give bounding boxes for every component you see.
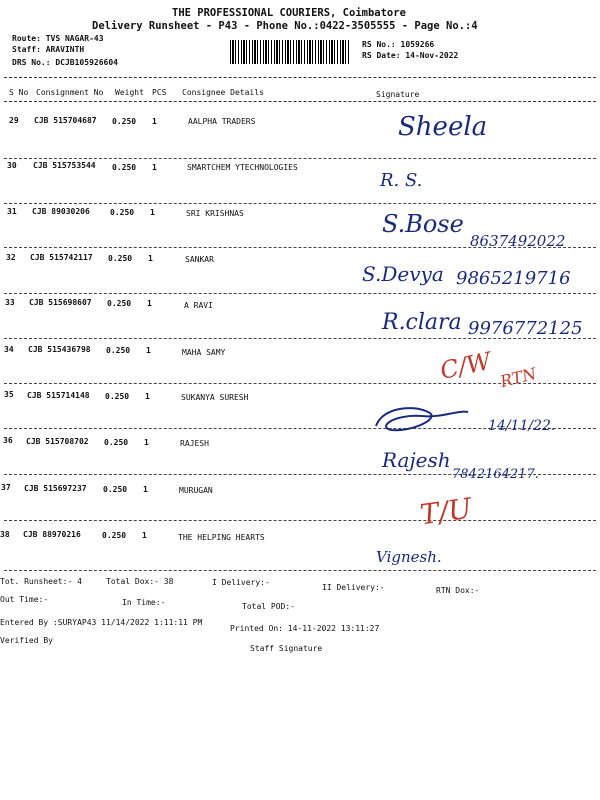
total-dox: Total Dox:- 38 [106,577,174,586]
row-consignment: CJB 515708702 [26,437,89,446]
signature-row-33: R.clara [382,310,462,335]
row-consignment: CJB 88970216 [23,530,81,539]
row-sno: 34 [4,345,14,354]
row-pcs: 1 [145,392,150,401]
phone-row-36: 7842164217. [452,467,539,482]
company-title: THE PROFESSIONAL COURIERS, Coimbatore [172,7,406,19]
col-weight: Weight [115,88,144,97]
row-divider [4,203,596,204]
column-header-divider [4,101,596,102]
printed-on: Printed On: 14-11-2022 13:11:27 [230,624,380,633]
out-time: Out Time:- [0,595,49,604]
route-label: Route: TVS NAGAR-43 [12,34,104,43]
tot-runsheet: Tot. Runsheet:- 4 [0,577,82,586]
row-pcs: 1 [147,299,152,308]
row-consignee: SMARTCHEM YTECHNOLOGIES [187,163,298,172]
row-divider [4,293,596,294]
rtn-mark-row-34: RTN [498,363,539,392]
row-consignment: CJB 515714148 [27,391,90,400]
row-sno: 33 [5,298,15,307]
row-pcs: 1 [142,531,147,540]
ii-delivery: II Delivery:- [322,583,385,592]
total-pod: Total POD:- [242,602,295,611]
header-divider [4,77,596,78]
rtn-dox: RTN Dox:- [436,586,480,595]
row-sno: 37 [1,483,11,492]
row-sno: 29 [9,116,19,125]
signature-row-32: S.Devya [362,262,444,286]
row-consignee: AALPHA TRADERS [188,117,256,126]
row-weight: 0.250 [104,438,129,447]
row-consignee: MAHA SAMY [182,348,226,357]
row-weight: 0.250 [108,254,133,263]
row-consignment: CJB 515753544 [33,161,96,170]
in-time: In Time:- [122,598,166,607]
tu-mark-row-37: T/U [417,491,474,532]
row-consignment: CJB 515742117 [30,253,93,262]
row-weight: 0.250 [110,208,135,217]
row-consignment: CJB 515698607 [29,298,92,307]
row-pcs: 1 [144,438,149,447]
signature-row-29: Sheela [398,112,488,142]
row-pcs: 1 [150,208,155,217]
row-weight: 0.250 [112,117,137,126]
row-pcs: 1 [148,254,153,263]
col-consignee: Consignee Details [182,88,264,97]
phone-row-31: 8637492022 [470,232,566,250]
row-consignee: SUKANYA SURESH [181,393,249,402]
row-weight: 0.250 [105,392,130,401]
row-sno: 31 [7,207,17,216]
col-consignment: Consignment No [36,88,104,97]
signature-row-36: Rajesh [382,448,451,472]
col-sno: S No [9,88,29,97]
drs-number: DRS No.: DCJB105926604 [12,58,118,67]
row-weight: 0.250 [106,346,131,355]
row-consignee: MURUGAN [179,486,213,495]
row-weight: 0.250 [107,299,132,308]
col-signature: Signature [376,90,420,99]
col-pcs: PCS [152,88,167,97]
signature-row-31: S.Bose [382,210,464,238]
row-divider [4,570,596,571]
row-consignee: SRI KRISHNAS [186,209,244,218]
phone-row-32: 9865219716 [456,268,571,289]
staff-signature: Staff Signature [250,644,323,653]
row-weight: 0.250 [112,163,137,172]
row-pcs: 1 [146,346,151,355]
runsheet-title: Delivery Runsheet - P43 - Phone No.:0422-3505555 - Page No.:4 [92,20,478,32]
row-divider [4,158,596,159]
cw-mark-row-34: C/W [437,346,494,386]
row-consignment: CJB 515436798 [28,345,91,354]
signature-row-35 [372,402,472,436]
date-row-35: 14/11/22. [488,418,556,434]
staff-label: Staff: ARAVINTH [12,45,85,54]
row-sno: 38 [0,530,10,539]
signature-row-38: Vignesh. [376,548,442,566]
i-delivery: I Delivery:- [212,578,270,587]
row-pcs: 1 [152,163,157,172]
row-sno: 32 [6,253,16,262]
signature-row-30: R. S. [380,170,423,191]
verified-by: Verified By [0,636,53,645]
scribble-signature-icon [372,402,472,436]
row-divider [4,520,596,521]
row-weight: 0.250 [103,485,128,494]
row-consignment: CJB 515704687 [34,116,97,125]
barcode-image [230,40,350,64]
row-consignee: THE HELPING HEARTS [178,533,265,542]
rs-number: RS No.: 1059266 [362,40,435,49]
entered-by: Entered By :SURYAP43 11/14/2022 1:11:11 PM [0,618,203,627]
row-consignee: A RAVI [184,301,213,310]
row-consignment: CJB 515697237 [24,484,87,493]
row-sno: 30 [7,161,17,170]
row-consignee: RAJESH [180,439,209,448]
rs-date: RS Date: 14-Nov-2022 [362,51,459,60]
row-consignment: CJB 89030206 [32,207,90,216]
row-sno: 36 [3,436,13,445]
row-consignee: SANKAR [185,255,214,264]
row-pcs: 1 [152,117,157,126]
phone-row-33: 9976772125 [468,318,583,339]
row-weight: 0.250 [102,531,127,540]
row-pcs: 1 [143,485,148,494]
row-sno: 35 [4,390,14,399]
